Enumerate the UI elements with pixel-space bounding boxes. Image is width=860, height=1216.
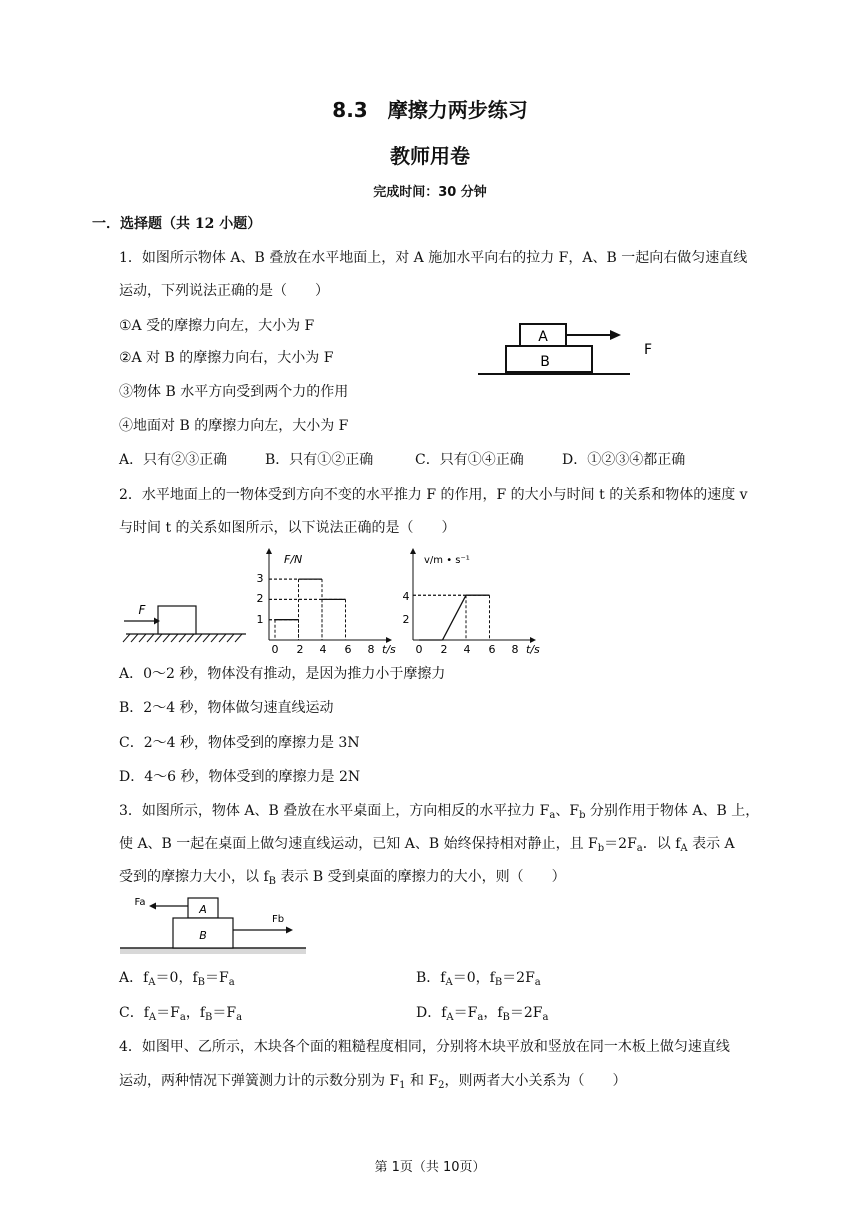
object-block <box>158 606 196 634</box>
ground-hatch <box>123 634 242 642</box>
q3-option-a[interactable]: A．$f_A=0$，$f_B=F_a$ <box>119 970 235 988</box>
q3-b-label: B <box>199 929 207 942</box>
page-subtitle: 教师用卷 <box>390 144 470 168</box>
hatch-mark <box>235 634 242 642</box>
push-force-label: F <box>138 603 146 617</box>
chart1-ytick-3: 3 <box>256 572 264 585</box>
q2-option-b[interactable]: B．2～4 秒，物体做匀速直线运动 <box>119 700 334 716</box>
hatch-mark <box>131 634 138 642</box>
hatch-mark <box>227 634 234 642</box>
q3-stem-line3: 受到的摩擦力大小，以 $f_B$ 表示 B 受到桌面的摩擦力的大小，则（ ） <box>119 869 566 887</box>
hatch-mark <box>171 634 178 642</box>
page-footer: 第 1页（共 10页） <box>374 1160 486 1175</box>
force-arrow-head <box>610 330 621 340</box>
chart1-y-arrow <box>266 548 272 554</box>
chart2-xtick-6: 6 <box>488 643 496 656</box>
q4-stem-line1: 4．如图甲、乙所示，木块各个面的粗糙程度相同，分别将木块平放和竖放在同一木板上做匀速直线 <box>119 1039 730 1055</box>
chart1-xtick-4: 4 <box>319 643 327 656</box>
hatch-mark <box>123 634 130 642</box>
block-a-label: A <box>538 329 548 345</box>
chart1-ytick-1: 1 <box>256 613 264 626</box>
q1-statement-1: ①A 受的摩擦力向左，大小为 F <box>119 318 315 334</box>
q3-diagram <box>116 892 316 958</box>
q2-option-d[interactable]: D．4～6 秒，物体受到的摩擦力是 2N <box>119 769 361 785</box>
chart1-ytick-2: 2 <box>256 592 264 605</box>
hatch-mark <box>139 634 146 642</box>
hatch-mark <box>211 634 218 642</box>
q2-figure <box>118 546 558 658</box>
section-heading: 一．选择题（共 12 小题） <box>92 216 262 232</box>
chart2-xtick-2: 2 <box>440 643 448 656</box>
chart1-xtick-2: 2 <box>296 643 304 656</box>
q2-option-c[interactable]: C．2～4 秒，物体受到的摩擦力是 3N <box>119 735 360 751</box>
q1-option-c[interactable]: C．只有①④正确 <box>415 452 524 468</box>
fa-label: Fa <box>134 897 146 908</box>
q3-option-b[interactable]: B．$f_A=0$，$f_B=2F_a$ <box>416 970 541 988</box>
hatch-mark <box>219 634 226 642</box>
chart2-ytick-2: 2 <box>402 613 410 626</box>
q3-option-c[interactable]: C．$f_A=F_a$，$f_B=F_a$ <box>119 1005 243 1023</box>
hatch-mark <box>187 634 194 642</box>
block-b-label: B <box>540 354 550 370</box>
q4-stem-line2: 运动，两种情况下弹簧测力计的示数分别为 $F_1$ 和 $F_2$，则两者大小关系为（ ） <box>119 1073 627 1091</box>
chart2-ytick-4: 4 <box>402 590 410 603</box>
q1-statement-2: ②A 对 B 的摩擦力向右，大小为 F <box>119 350 334 366</box>
hatch-mark <box>195 634 202 642</box>
q1-stem-line2: 运动，下列说法正确的是（ ） <box>119 283 329 299</box>
hatch-mark <box>155 634 162 642</box>
hatch-mark <box>147 634 154 642</box>
page-title: 8.3 摩擦力两步练习 <box>332 98 528 122</box>
hatch-mark <box>179 634 186 642</box>
chart2-xlabel: t/s <box>526 643 540 656</box>
q2-stem-line1: 2．水平地面上的一物体受到方向不变的水平推力 F 的作用，F 的大小与时间 t 的关系和物体的速度 v <box>119 487 748 503</box>
chart1-ylabel: F/N <box>284 553 303 566</box>
chart2-ylabel: v/m • s⁻¹ <box>424 555 470 566</box>
time-label: 完成时间：30 分钟 <box>373 185 487 200</box>
q1-statement-3: ③物体 B 水平方向受到两个力的作用 <box>119 384 349 400</box>
q1-diagram <box>474 316 674 382</box>
fb-label: Fb <box>271 914 285 925</box>
fa-arrow-head <box>149 903 156 910</box>
q1-option-b[interactable]: B．只有①②正确 <box>265 452 374 468</box>
chart2-xtick-4: 4 <box>463 643 471 656</box>
hatch-mark <box>163 634 170 642</box>
chart2-xtick-8: 8 <box>511 643 519 656</box>
chart1-xtick-6: 6 <box>344 643 352 656</box>
series-segment <box>443 595 467 640</box>
q3-option-d[interactable]: D．$f_A=F_a$，$f_B=2F_a$ <box>416 1005 549 1023</box>
q1-option-d[interactable]: D．①②③④都正确 <box>562 452 686 468</box>
q3-stem-line1: 3．如图所示，物体 A、B 叠放在水平桌面上，方向相反的水平拉力 $F_a$、$F_b$ 分别作用于物体 A、B 上， <box>119 803 760 821</box>
chart1-xlabel: t/s <box>382 643 396 656</box>
q2-object-diagram <box>123 603 246 642</box>
force-time-chart <box>257 548 397 656</box>
fb-arrow-head <box>286 927 293 934</box>
q1-statement-4: ④地面对 B 的摩擦力向左，大小为 F <box>119 418 349 434</box>
table-surface <box>120 948 306 954</box>
chart1-xtick-0: 0 <box>271 643 279 656</box>
chart2-y-arrow <box>410 548 416 554</box>
chart1-xtick-8: 8 <box>367 643 375 656</box>
q2-option-a[interactable]: A．0～2 秒，物体没有推动，是因为推力小于摩擦力 <box>119 666 446 682</box>
q1-option-a[interactable]: A．只有②③正确 <box>119 452 228 468</box>
hatch-mark <box>203 634 210 642</box>
q1-stem-line1: 1．如图所示物体 A、B 叠放在水平地面上，对 A 施加水平向右的拉力 F，A、B 一起向右做匀速直线 <box>119 250 748 266</box>
force-f-label: F <box>643 342 653 358</box>
q3-stem-line2: 使 A、B 一起在桌面上做匀速直线运动，已知 A、B 始终保持相对静止，且 $F_b=2F_a$．以 $f_A$ 表示 A <box>119 836 735 854</box>
q3-a-label: A <box>199 903 207 916</box>
q2-stem-line2: 与时间 t 的关系如图所示，以下说法正确的是（ ） <box>119 520 456 536</box>
velocity-time-chart <box>403 548 541 656</box>
chart2-xtick-0: 0 <box>415 643 423 656</box>
